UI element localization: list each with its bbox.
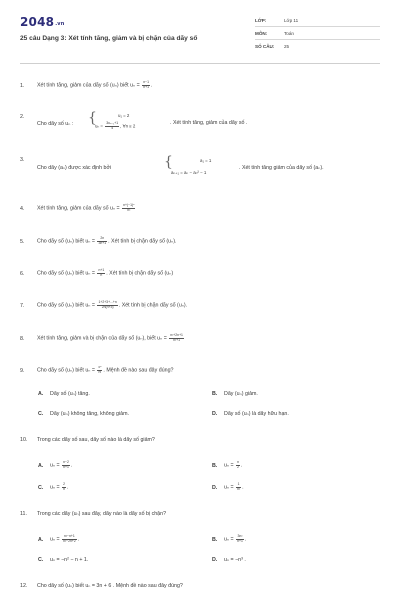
fraction bbox=[97, 269, 105, 278]
fraction-denominator: 2n(n+3) bbox=[101, 304, 114, 309]
option-end: . bbox=[241, 462, 243, 469]
question-number: 8. bbox=[20, 335, 25, 342]
question-7 bbox=[20, 301, 187, 310]
option-lhs: uₙ = bbox=[224, 536, 234, 543]
option-end: . bbox=[77, 536, 80, 543]
fraction-numerator: 2 bbox=[63, 482, 65, 486]
site-logo[interactable] bbox=[20, 15, 65, 29]
question-number: 7. bbox=[20, 302, 25, 309]
option-text: Dãy số (uₙ) là dãy hữu hạn. bbox=[224, 411, 289, 417]
fraction-numerator: cⁿ bbox=[98, 365, 102, 369]
option-text: Dãy số (uₙ) tăng. bbox=[50, 391, 90, 397]
q9-option-a[interactable] bbox=[38, 391, 90, 397]
brace-icon: { bbox=[88, 110, 97, 126]
option-letter: C. bbox=[38, 484, 44, 491]
q9-option-d[interactable] bbox=[212, 411, 289, 417]
fraction bbox=[169, 334, 184, 343]
fraction-numerator: 2n bbox=[97, 237, 107, 242]
question-number: 5. bbox=[20, 238, 25, 245]
system-line-1: a₁ = 1 bbox=[200, 158, 212, 163]
meta-subject bbox=[255, 31, 294, 36]
question-3-number bbox=[20, 157, 37, 163]
question-2-number bbox=[20, 114, 37, 120]
question-number: 9. bbox=[20, 367, 25, 374]
question-text: Cho dãy số (uₙ) biết uₙ = bbox=[37, 367, 95, 374]
q11-option-c[interactable] bbox=[38, 557, 88, 563]
q9-option-b[interactable] bbox=[212, 391, 258, 397]
question-2-tail: . Xét tính tăng, giảm của dãy số . bbox=[170, 120, 248, 126]
option-text: Dãy (uₙ) không tăng, không giảm. bbox=[50, 411, 129, 417]
fraction-numerator: n−1 bbox=[143, 80, 149, 84]
meta-count-value: 25 bbox=[284, 44, 290, 49]
logo-suffix: .vn bbox=[55, 21, 65, 27]
option-letter: B. bbox=[212, 536, 218, 543]
q11-option-a[interactable] bbox=[38, 535, 79, 544]
fraction-numerator: n+(−1)ⁿ bbox=[123, 203, 135, 207]
question-number: 2. bbox=[20, 114, 25, 120]
question-tail: . Mệnh đề nào sau đây đúng? bbox=[103, 367, 174, 374]
fraction bbox=[97, 366, 102, 375]
option-lhs: uₙ = bbox=[50, 536, 60, 543]
question-text: Cho dãy số (uₙ) biết uₙ = bbox=[37, 238, 95, 245]
option-letter: A. bbox=[38, 391, 44, 397]
meta-subject-key: MÔN: bbox=[255, 31, 268, 36]
question-tail: . Xét tính bị chặn dãy số (uₙ). bbox=[108, 238, 177, 245]
header-divider bbox=[20, 63, 380, 64]
option-text: uₙ = −n² − n + 1. bbox=[50, 557, 89, 563]
option-lhs: uₙ = bbox=[224, 484, 234, 491]
fraction-denominator: n²+1 bbox=[173, 337, 181, 342]
option-lhs: uₙ = bbox=[224, 462, 234, 469]
fraction-numerator: 1+2+3+...+n bbox=[98, 300, 117, 304]
meta-divider bbox=[255, 39, 380, 40]
fraction bbox=[122, 204, 135, 213]
question-tail: . bbox=[150, 82, 153, 89]
question-text: Cho dãy số (uₙ) biết uₙ = bbox=[37, 302, 95, 309]
fraction-numerator: 3n² bbox=[237, 534, 243, 538]
system-condition: , ∀n ≥ 2 bbox=[120, 123, 136, 129]
question-text: Trong các dãy (uₙ) sau đây, dãy nào là dãy số bị chặn? bbox=[37, 511, 167, 517]
question-text: Cho dãy số (uₙ) biết uₙ = bbox=[37, 270, 95, 277]
q10-option-a[interactable] bbox=[38, 461, 72, 470]
meta-count-key: SỐ CÂU: bbox=[255, 44, 275, 49]
question-text: Trong các dãy số sau, dãy số nào là dãy số giảm? bbox=[37, 437, 155, 443]
option-end: . bbox=[67, 484, 69, 491]
question-8 bbox=[20, 334, 185, 343]
fraction-numerator: n−2 bbox=[63, 460, 69, 464]
fraction-numerator: 1 bbox=[237, 482, 240, 486]
question-3-lead: Cho dãy (aₙ) được xác định bởi bbox=[37, 165, 112, 171]
fraction-denominator: n+1 bbox=[237, 538, 243, 543]
question-text: Xét tính tăng, giảm và bị chặn của dãy số (uₙ), biết uₙ = bbox=[37, 335, 167, 342]
fraction bbox=[105, 122, 119, 131]
option-letter: D. bbox=[212, 557, 218, 563]
option-lhs: uₙ = bbox=[50, 484, 60, 491]
option-text: Dãy (uₙ) giảm. bbox=[224, 391, 258, 397]
option-letter: B. bbox=[212, 391, 218, 397]
question-1 bbox=[20, 81, 152, 90]
q9-option-c[interactable] bbox=[38, 411, 129, 417]
meta-class bbox=[255, 18, 298, 23]
question-4 bbox=[20, 204, 136, 213]
question-2-lead: Cho dãy số uₙ : bbox=[37, 121, 74, 127]
meta-divider bbox=[255, 26, 380, 27]
option-end: . bbox=[244, 536, 247, 543]
fraction bbox=[142, 80, 153, 90]
fraction bbox=[236, 534, 247, 544]
meta-count bbox=[255, 44, 289, 49]
option-letter: C. bbox=[38, 411, 44, 417]
system-lhs: uₙ = bbox=[95, 123, 103, 129]
fraction-denominator: n² bbox=[237, 486, 241, 491]
question-number: 10. bbox=[20, 437, 28, 443]
fraction-denominator: 4 bbox=[111, 125, 114, 130]
system-line-2 bbox=[95, 122, 135, 131]
question-text: Xét tính tăng, giảm của dãy số uₙ = bbox=[37, 205, 120, 212]
option-letter: D. bbox=[212, 411, 218, 417]
question-11 bbox=[20, 511, 166, 517]
question-text: Cho dãy số (uₙ) biết uₙ = 3n + 6 . Mệnh đề nào sau đây đúng? bbox=[37, 583, 183, 589]
question-12 bbox=[20, 583, 183, 589]
fraction-numerator: 3uₙ₋₁+1 bbox=[106, 121, 119, 125]
option-lhs: uₙ = bbox=[50, 462, 60, 469]
question-number: 12. bbox=[20, 583, 28, 589]
q11-option-b[interactable] bbox=[212, 535, 246, 544]
fraction-numerator: n²−n+1 bbox=[64, 534, 75, 538]
fraction bbox=[62, 482, 69, 492]
logo-text: 2048 bbox=[20, 15, 55, 29]
worksheet-title: 25 câu Dạng 3: Xét tính tăng, giảm và bị chặn của dãy số bbox=[20, 35, 198, 42]
fraction-denominator: n²−2n+2 bbox=[63, 538, 76, 543]
fraction-numerator: n bbox=[237, 460, 239, 464]
option-letter: A. bbox=[38, 536, 44, 543]
meta-class-key: LỚP: bbox=[255, 18, 267, 23]
system-line-2: aₙ₊₁ = aₙ − aₙ² − 1 bbox=[171, 170, 207, 175]
fraction-numerator: n+1 bbox=[98, 268, 105, 272]
option-letter: B. bbox=[212, 462, 218, 469]
option-end: . bbox=[70, 462, 73, 469]
fraction bbox=[97, 301, 117, 310]
fraction-denominator: n+1 bbox=[143, 84, 149, 89]
fraction bbox=[62, 534, 80, 544]
question-9 bbox=[20, 366, 173, 375]
q11-option-d[interactable] bbox=[212, 557, 246, 563]
question-number: 4. bbox=[20, 205, 25, 212]
q10-option-d[interactable] bbox=[212, 483, 244, 492]
brace-icon: { bbox=[164, 154, 173, 170]
fraction-denominator: 3n+1 bbox=[98, 240, 107, 245]
question-number: 3. bbox=[20, 157, 25, 163]
fraction-denominator: 2 bbox=[237, 464, 239, 469]
fraction-denominator: n² bbox=[127, 207, 131, 212]
question-3-tail: . Xét tính tăng giảm của dãy số (aₙ). bbox=[239, 165, 324, 171]
fraction bbox=[236, 482, 244, 492]
system-line-1: u₁ = 2 bbox=[118, 113, 130, 118]
fraction-denominator: n! bbox=[98, 369, 102, 374]
meta-class-value: Lớp 11 bbox=[284, 18, 299, 23]
option-end: . bbox=[242, 484, 244, 491]
question-tail: . Xét tính bị chặn dãy số (uₙ). bbox=[118, 302, 188, 309]
fraction bbox=[97, 237, 107, 246]
option-letter: A. bbox=[38, 462, 44, 469]
question-6 bbox=[20, 269, 173, 278]
fraction-numerator: n²+2n+1 bbox=[170, 333, 183, 337]
fraction bbox=[236, 460, 243, 470]
q10-option-c[interactable] bbox=[38, 483, 68, 492]
fraction-denominator: n+1 bbox=[63, 464, 69, 469]
option-text: uₙ = −n³ . bbox=[224, 557, 246, 563]
question-number: 11. bbox=[20, 511, 27, 517]
question-text: Xét tính tăng, giảm của dãy số (uₙ) biết uₙ = bbox=[37, 82, 140, 89]
meta-subject-value: Toán bbox=[284, 31, 294, 36]
question-number: 6. bbox=[20, 270, 25, 277]
question-10 bbox=[20, 437, 155, 443]
q10-option-b[interactable] bbox=[212, 461, 242, 470]
option-letter: C. bbox=[38, 557, 44, 563]
fraction bbox=[62, 460, 73, 470]
fraction-denominator: n bbox=[63, 486, 65, 491]
fraction-denominator: n bbox=[100, 272, 103, 277]
option-letter: D. bbox=[212, 484, 218, 491]
question-tail: . Xét tính bị chặn dãy số (uₙ) bbox=[106, 270, 174, 277]
question-number: 1. bbox=[20, 82, 25, 89]
question-5 bbox=[20, 237, 176, 246]
